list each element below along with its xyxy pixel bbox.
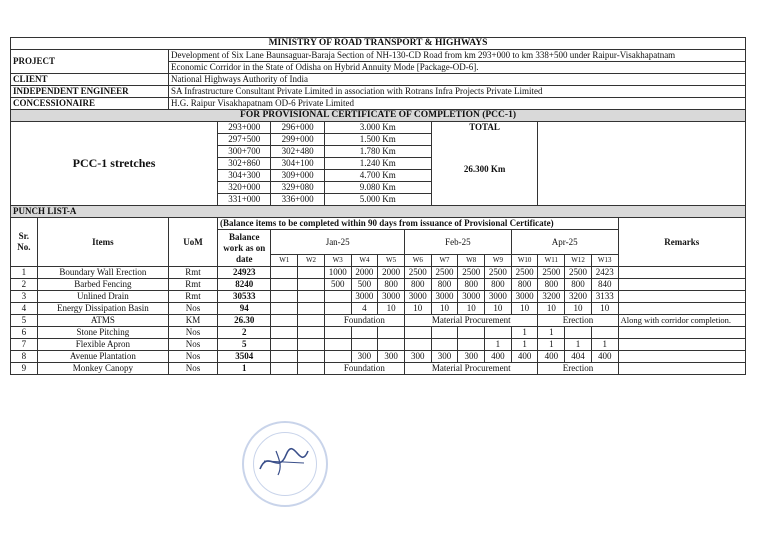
concessionaire-value: H.G. Raipur Visakhapatnam OD-6 Private Limited (169, 98, 746, 110)
remarks-cell (618, 267, 745, 279)
client-value: National Highways Authority of India (169, 74, 746, 86)
remarks-cell (618, 291, 745, 303)
week-cell: 3000 (511, 291, 538, 303)
week-cell: 800 (431, 279, 458, 291)
week-cell: 3000 (404, 291, 431, 303)
stretch-length: 3.000 Km (324, 122, 431, 134)
week-cell (298, 351, 325, 363)
item-name: Monkey Canopy (37, 363, 168, 375)
week-cell: 800 (378, 279, 405, 291)
engineer-value: SA Infrastructure Consultant Private Limited in association with Rotrans Infra Projects Private Limited (169, 86, 746, 98)
punch-row (11, 327, 746, 339)
balance-value: 2 (218, 327, 271, 339)
project-label: PROJECT (11, 50, 169, 74)
week-cell: 10 (565, 303, 592, 315)
week-cell: 10 (431, 303, 458, 315)
week-cell: 10 (511, 303, 538, 315)
week-cell: 10 (538, 303, 565, 315)
sr-no: 9 (11, 363, 38, 375)
week-cell: 800 (565, 279, 592, 291)
week-cell: 2500 (565, 267, 592, 279)
week-cell (271, 267, 298, 279)
week-cell: 10 (591, 303, 618, 315)
punch-row (11, 291, 746, 303)
punch-list-label: PUNCH LIST-A (11, 206, 746, 218)
punch-row (11, 315, 746, 327)
week-cell: 2000 (378, 267, 405, 279)
punch-row (11, 363, 746, 375)
week-cell: 2500 (511, 267, 538, 279)
uom: Rmt (169, 279, 218, 291)
week-cell (298, 327, 325, 339)
balance-value: 5 (218, 339, 271, 351)
week-cell: 800 (485, 279, 512, 291)
uom: Nos (169, 303, 218, 315)
week-cell: 400 (591, 351, 618, 363)
item-name: Energy Dissipation Basin (37, 303, 168, 315)
project-value: Development of Six Lane Baunsaguar-Baraja Section of NH-130-CD Road from km 293+000 to km 338+500 under Raipur-Visakhapatnam (169, 50, 746, 62)
week-cell (271, 279, 298, 291)
week-cell: 300 (404, 351, 431, 363)
stretch-to: 304+100 (271, 158, 324, 170)
week-cell: 300 (458, 351, 485, 363)
week-cell: 10 (404, 303, 431, 315)
week-cell: 1 (538, 339, 565, 351)
item-name: Stone Pitching (37, 327, 168, 339)
week-cell (324, 339, 351, 351)
balance-value: 8240 (218, 279, 271, 291)
document-sheet (10, 37, 746, 375)
stretch-to: 296+000 (271, 122, 324, 134)
stretch-from: 304+300 (218, 170, 271, 182)
stretch-length: 1.500 Km (324, 134, 431, 146)
week-cell: 1 (591, 339, 618, 351)
week-cell (591, 327, 618, 339)
week-cell (485, 327, 512, 339)
project-value-line2: Economic Corridor in the State of Odisha on Hybrid Annuity Mode [Package-OD-6]. (169, 62, 746, 74)
stretch-from: 300+700 (218, 146, 271, 158)
week-header: W4 (351, 255, 378, 267)
item-name: Flexible Apron (37, 339, 168, 351)
week-cell (324, 303, 351, 315)
week-cell: 840 (591, 279, 618, 291)
uom: Rmt (169, 291, 218, 303)
total-label: TOTAL (431, 122, 538, 134)
phase-procurement: Material Procurement (404, 363, 538, 375)
total-value: 26.300 Km (431, 134, 538, 206)
week-cell (378, 327, 405, 339)
week-cell (271, 315, 298, 327)
week-cell: 400 (485, 351, 512, 363)
stretch-length: 4.700 Km (324, 170, 431, 182)
month-jan: Jan-25 (271, 230, 405, 255)
stretch-to: 299+000 (271, 134, 324, 146)
stretch-to: 309+000 (271, 170, 324, 182)
stretch-from: 331+000 (218, 194, 271, 206)
stretch-length: 1.780 Km (324, 146, 431, 158)
week-cell (431, 339, 458, 351)
item-name: Barbed Fencing (37, 279, 168, 291)
week-cell (298, 363, 325, 375)
week-cell: 1000 (324, 267, 351, 279)
week-cell: 500 (351, 279, 378, 291)
stretch-length: 9.080 Km (324, 182, 431, 194)
week-cell (298, 315, 325, 327)
sr-no: 5 (11, 315, 38, 327)
item-name: Avenue Plantation (37, 351, 168, 363)
uom: KM (169, 315, 218, 327)
week-cell (458, 339, 485, 351)
week-cell: 3000 (351, 291, 378, 303)
uom: Nos (169, 339, 218, 351)
week-cell: 10 (458, 303, 485, 315)
stretch-to: 302+480 (271, 146, 324, 158)
stretch-from: 293+000 (218, 122, 271, 134)
month-feb: Feb-25 (404, 230, 511, 255)
col-remarks: Remarks (618, 218, 745, 267)
week-cell (271, 339, 298, 351)
uom: Nos (169, 327, 218, 339)
punch-row (11, 267, 746, 279)
ministry-title: MINISTRY OF ROAD TRANSPORT & HIGHWAYS (11, 38, 746, 50)
week-cell: 300 (351, 351, 378, 363)
week-cell (271, 327, 298, 339)
week-cell: 3000 (378, 291, 405, 303)
balance-value: 1 (218, 363, 271, 375)
punch-row (11, 351, 746, 363)
week-header: W7 (431, 255, 458, 267)
col-balance: Balance work as on date (218, 230, 271, 267)
week-cell (324, 327, 351, 339)
stretch-from: 302+860 (218, 158, 271, 170)
week-cell: 2000 (351, 267, 378, 279)
uom: Rmt (169, 267, 218, 279)
week-cell: 10 (378, 303, 405, 315)
week-cell: 800 (511, 279, 538, 291)
week-header: W8 (458, 255, 485, 267)
sr-no: 2 (11, 279, 38, 291)
week-header: W12 (565, 255, 592, 267)
week-cell: 300 (378, 351, 405, 363)
week-cell (324, 351, 351, 363)
sr-no: 7 (11, 339, 38, 351)
week-cell: 500 (324, 279, 351, 291)
week-cell: 400 (538, 351, 565, 363)
week-cell: 3000 (458, 291, 485, 303)
week-cell: 2500 (431, 267, 458, 279)
week-cell: 300 (431, 351, 458, 363)
phase-erection: Erection (538, 315, 618, 327)
week-cell (404, 327, 431, 339)
stretch-to: 329+080 (271, 182, 324, 194)
item-name: Unlined Drain (37, 291, 168, 303)
pcc-title: FOR PROVISIONAL CERTIFICATE OF COMPLETION (PCC-1) (11, 110, 746, 122)
phase-foundation: Foundation (324, 363, 404, 375)
week-header: W1 (271, 255, 298, 267)
phase-foundation: Foundation (324, 315, 404, 327)
week-cell: 3000 (485, 291, 512, 303)
remarks-cell (618, 279, 745, 291)
week-cell: 1 (565, 339, 592, 351)
client-label: CLIENT (11, 74, 169, 86)
week-cell (298, 291, 325, 303)
uom: Nos (169, 363, 218, 375)
week-cell (271, 303, 298, 315)
balance-value: 3504 (218, 351, 271, 363)
week-cell (458, 327, 485, 339)
week-cell: 2423 (591, 267, 618, 279)
remarks-cell (618, 363, 745, 375)
engineer-label: INDEPENDENT ENGINEER (11, 86, 169, 98)
uom: Nos (169, 351, 218, 363)
week-header: W6 (404, 255, 431, 267)
sr-no: 6 (11, 327, 38, 339)
item-name: ATMS (37, 315, 168, 327)
week-header: W2 (298, 255, 325, 267)
remarks-cell (618, 327, 745, 339)
stretch-length: 5.000 Km (324, 194, 431, 206)
concessionaire-label: CONCESSIONAIRE (11, 98, 169, 110)
col-uom: UoM (169, 218, 218, 267)
week-header: W5 (378, 255, 405, 267)
week-cell (351, 339, 378, 351)
week-cell: 2500 (485, 267, 512, 279)
week-cell: 1 (538, 327, 565, 339)
week-cell (298, 267, 325, 279)
stretch-to: 336+000 (271, 194, 324, 206)
signature (256, 441, 312, 481)
week-cell (324, 291, 351, 303)
stretch-from: 297+500 (218, 134, 271, 146)
week-cell: 4 (351, 303, 378, 315)
month-apr: Apr-25 (511, 230, 618, 255)
sr-no: 4 (11, 303, 38, 315)
phase-procurement: Material Procurement (404, 315, 538, 327)
balance-value: 94 (218, 303, 271, 315)
week-cell: 10 (485, 303, 512, 315)
week-cell (298, 303, 325, 315)
week-header: W11 (538, 255, 565, 267)
balance-value: 24923 (218, 267, 271, 279)
week-cell: 3200 (565, 291, 592, 303)
remarks-cell (618, 351, 745, 363)
week-cell: 2500 (404, 267, 431, 279)
col-items: Items (37, 218, 168, 267)
week-cell (271, 291, 298, 303)
item-name: Boundary Wall Erection (37, 267, 168, 279)
sr-no: 1 (11, 267, 38, 279)
week-cell: 800 (404, 279, 431, 291)
week-cell (298, 339, 325, 351)
punch-row (11, 279, 746, 291)
week-cell: 3200 (538, 291, 565, 303)
week-cell: 800 (458, 279, 485, 291)
week-cell: 1 (485, 339, 512, 351)
sr-no: 8 (11, 351, 38, 363)
week-cell: 400 (511, 351, 538, 363)
remarks-cell: Along with corridor completion. (618, 315, 745, 327)
punch-row (11, 339, 746, 351)
week-header: W10 (511, 255, 538, 267)
week-cell (271, 351, 298, 363)
phase-erection: Erection (538, 363, 618, 375)
punch-row (11, 303, 746, 315)
week-cell: 1 (511, 339, 538, 351)
week-cell: 3000 (431, 291, 458, 303)
col-sr: Sr. No. (11, 218, 38, 267)
week-header: W9 (485, 255, 512, 267)
stretch-from: 320+000 (218, 182, 271, 194)
week-cell (431, 327, 458, 339)
week-cell (565, 327, 592, 339)
balance-value: 26.30 (218, 315, 271, 327)
week-header: W3 (324, 255, 351, 267)
punch-note: (Balance items to be completed within 90 days from issuance of Provisional Certificate) (218, 218, 619, 230)
balance-value: 30533 (218, 291, 271, 303)
sr-no: 3 (11, 291, 38, 303)
pcc-table (10, 37, 746, 375)
week-cell (378, 339, 405, 351)
week-cell: 3133 (591, 291, 618, 303)
pcc-stretches-label: PCC-1 stretches (11, 122, 218, 206)
week-cell (298, 279, 325, 291)
week-cell (271, 363, 298, 375)
week-cell: 2500 (538, 267, 565, 279)
week-cell: 800 (538, 279, 565, 291)
week-cell (404, 339, 431, 351)
stretch-length: 1.240 Km (324, 158, 431, 170)
week-cell: 404 (565, 351, 592, 363)
week-cell: 1 (511, 327, 538, 339)
remarks-cell (618, 339, 745, 351)
remarks-cell (618, 303, 745, 315)
week-cell: 2500 (458, 267, 485, 279)
week-header: W13 (591, 255, 618, 267)
week-cell (351, 327, 378, 339)
